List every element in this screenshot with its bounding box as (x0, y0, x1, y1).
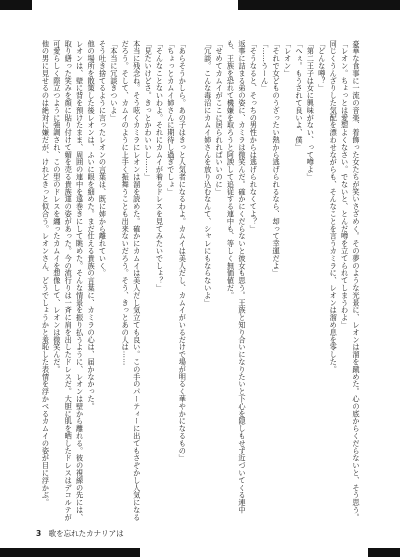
text-line: 「ちょっとカムイ姉さんに期待し過ぎでしょ」 (166, 40, 176, 196)
text-line: 「あらそうかしら。あの子はきっと人気者になるわよ。カムイは美人だし、カムイがいるだけで場が明るく華やかになるもの」 (178, 40, 188, 462)
corner-bar-bottom-left (0, 548, 140, 557)
text-line: 豪華な食事に一流の音楽、着飾った女たちが笑いさざめく。その夢のような光景に、レオンは溜を蹴めた。心の底からくだらないと、そう思う。 (352, 40, 361, 521)
text-line: 「せめてカムイがここに居られればいいのに」 (215, 40, 225, 196)
text-line: そう吐き捨てるように言ったレオンの言葉は、既に姉から離れていく。 (98, 40, 108, 277)
corner-bar-bottom-right (368, 548, 400, 557)
text-line: 「冗談。こんな毒沼にカムイ姉さんを放り込むなんて、シャレにもならないよ」 (203, 40, 213, 307)
text-line: 「レオン」 (283, 40, 293, 77)
text-line: 「……うーん」 (260, 40, 270, 92)
book-title: 歌を忘れたカナリアは (48, 529, 124, 538)
text-line: 本当に残念ね。そう呟くカミラにレオンは溜を読めた。確かにカムイは美人だし気立ても良い。この手のパーティーに出てもさぞかし人気になるだろう。そして、カムイのように上手く振舞うことも出来ないだろう。そう、きっとあの人は…… (121, 40, 142, 521)
page-number: 3 (36, 529, 42, 538)
text-line: レオンは、壁に背を預けたまま、周囲の連中を遠巻きにして眺めた。そんな情景を振り払うように、レオンは壁から離れる。彼の視線の先には、取り繕った笑みを顔に貼り付けて媚を売る貴族達の姿があった。今の流行りは一斉に肩を出したドレスだ。大胆に肌を晒したドレスはデコルテが可愛らしく際立つように強調され、この型のドレスを纏ったカムイを想像して、レオンは微笑んだ。 (52, 40, 85, 521)
corner-bar-top-left (0, 0, 32, 10)
text-line: 「どんな噂？」 (317, 40, 327, 92)
text-line: 他の男に見せるのは絶対に嫌だが、けれどきっと似合う。レオンさん、どうでしょうかと羞恥した表情を浮かべるカムイの姿が目に浮かぶ。 (41, 40, 51, 507)
text-line: 同じくうんざりした気配を漂わせながらも、そんなことを言うカミラに、レオンは溜め息を零した。 (329, 40, 339, 373)
corner-bar-top-right (238, 0, 400, 10)
text-line: 「第二王子は女に興味がない、って噂よ」 (306, 40, 316, 181)
text-line: 返事に詰まる弟の姿に、カミラは微笑んだ。確かにくだらないと彼女も思う。王族と知り合いになりたいと下心を隠しもせず近づいてくる連中も、王族を恐れて機嫌を取ろうと阿諛して追従する連中も、等しく無価値だ。 (226, 40, 247, 514)
text-line: 「へぇ。もうされて良いよ、僕」 (294, 40, 304, 151)
text-line: 他の場所を散策した後レオンは、ふいに眼を細めた。まだ仕える貴族の言葉に、カミラの心は、届かなかった。 (87, 40, 97, 410)
text-line: 「本当に冗談きついよ」 (109, 40, 119, 122)
text-line: 「見たいけどさ。きっとかわいいし……」 (144, 40, 154, 181)
text-line: 「そうなると、そっちの男性からは逃げられなくてよ？」 (249, 40, 259, 233)
text-line: 「レオン。ちょっとは愛想よくなさい。でないと、とんだ噂を立てられてしまうわよ」 (340, 40, 350, 329)
text-line: 「そんなことないわよ。それにカムイが着るドレスを見てみたいでしょ？」 (155, 40, 165, 292)
page-footer (36, 528, 124, 539)
text-line: 「それで女どものうざったい熱から逃げられるなら、却って幸運だよ」 (272, 40, 282, 277)
novel-body-text (38, 40, 362, 528)
